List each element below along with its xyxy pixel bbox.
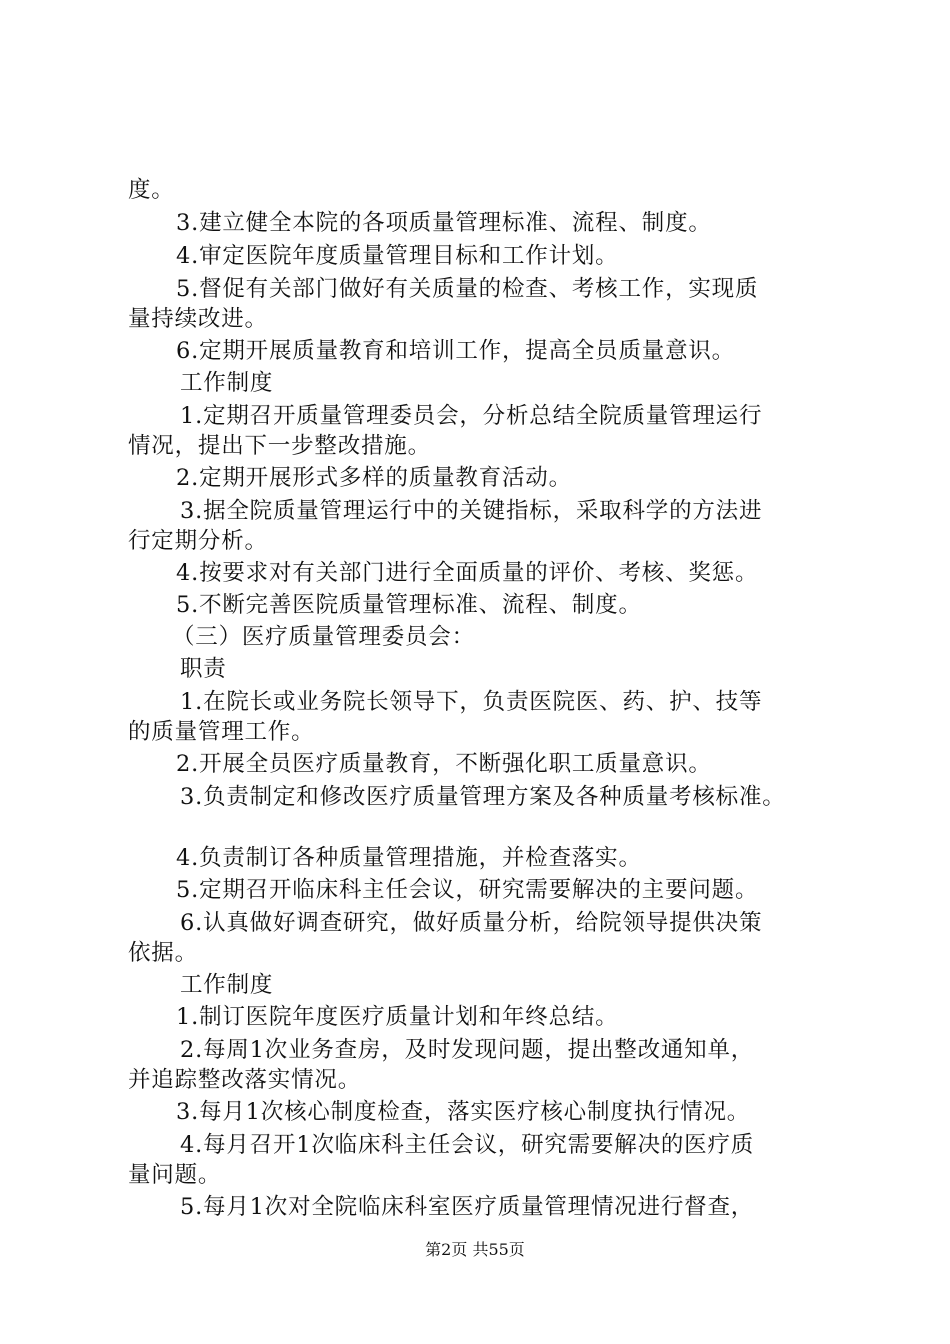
text-line: 6.认真做好调查研究，做好质量分析，给院领导提供决策	[180, 910, 763, 936]
text-line: 1.在院长或业务院长领导下，负责医院医、药、护、技等	[180, 689, 763, 715]
section-heading: （三）医疗质量管理委员会：	[172, 624, 475, 650]
text-line: 量持续改进。	[128, 306, 268, 332]
text-line: 6.定期开展质量教育和培训工作，提高全员质量意识。	[176, 338, 735, 364]
text-line: 5.每月1次对全院临床科室医疗质量管理情况进行督查，	[180, 1194, 755, 1220]
text-line: 并追踪整改落实情况。	[128, 1067, 362, 1093]
text-line: 行定期分析。	[128, 528, 268, 554]
text-line: 4.审定医院年度质量管理目标和工作计划。	[176, 243, 619, 269]
text-line: 3.据全院质量管理运行中的关键指标，采取科学的方法进	[180, 498, 763, 524]
text-line: 2.开展全员医疗质量教育，不断强化职工质量意识。	[176, 751, 712, 777]
text-line: 1.制订医院年度医疗质量计划和年终总结。	[176, 1004, 619, 1030]
text-line: 度。	[128, 177, 175, 203]
text-line: 2.每周1次业务查房，及时发现问题，提出整改通知单，	[180, 1037, 755, 1063]
text-line: 3.建立健全本院的各项质量管理标准、流程、制度。	[176, 210, 712, 236]
text-line: 4.负责制订各种质量管理措施，并检查落实。	[176, 845, 642, 871]
text-line: 2.定期开展形式多样的质量教育活动。	[176, 465, 572, 491]
section-heading: 工作制度	[180, 972, 274, 998]
page-footer: 第2页 共55页	[425, 1240, 525, 1259]
text-line: 的质量管理工作。	[128, 719, 315, 745]
text-line: 5.督促有关部门做好有关质量的检查、考核工作，实现质	[176, 276, 759, 302]
text-line: 5.定期召开临床科主任会议，研究需要解决的主要问题。	[176, 877, 759, 903]
text-line: 4.每月召开1次临床科主任会议，研究需要解决的医疗质	[180, 1132, 755, 1158]
text-line: 3.负责制定和修改医疗质量管理方案及各种质量考核标准。	[180, 784, 786, 810]
section-heading: 职责	[180, 656, 227, 682]
text-line: 4.按要求对有关部门进行全面质量的评价、考核、奖惩。	[176, 560, 759, 586]
text-line: 5.不断完善医院质量管理标准、流程、制度。	[176, 592, 642, 618]
text-line: 1.定期召开质量管理委员会，分析总结全院质量管理运行	[180, 403, 763, 429]
text-line: 情况，提出下一步整改措施。	[128, 433, 431, 459]
text-line: 3.每月1次核心制度检查，落实医疗核心制度执行情况。	[176, 1099, 751, 1125]
section-heading: 工作制度	[180, 370, 274, 396]
text-line: 依据。	[128, 940, 198, 966]
text-line: 量问题。	[128, 1162, 222, 1188]
